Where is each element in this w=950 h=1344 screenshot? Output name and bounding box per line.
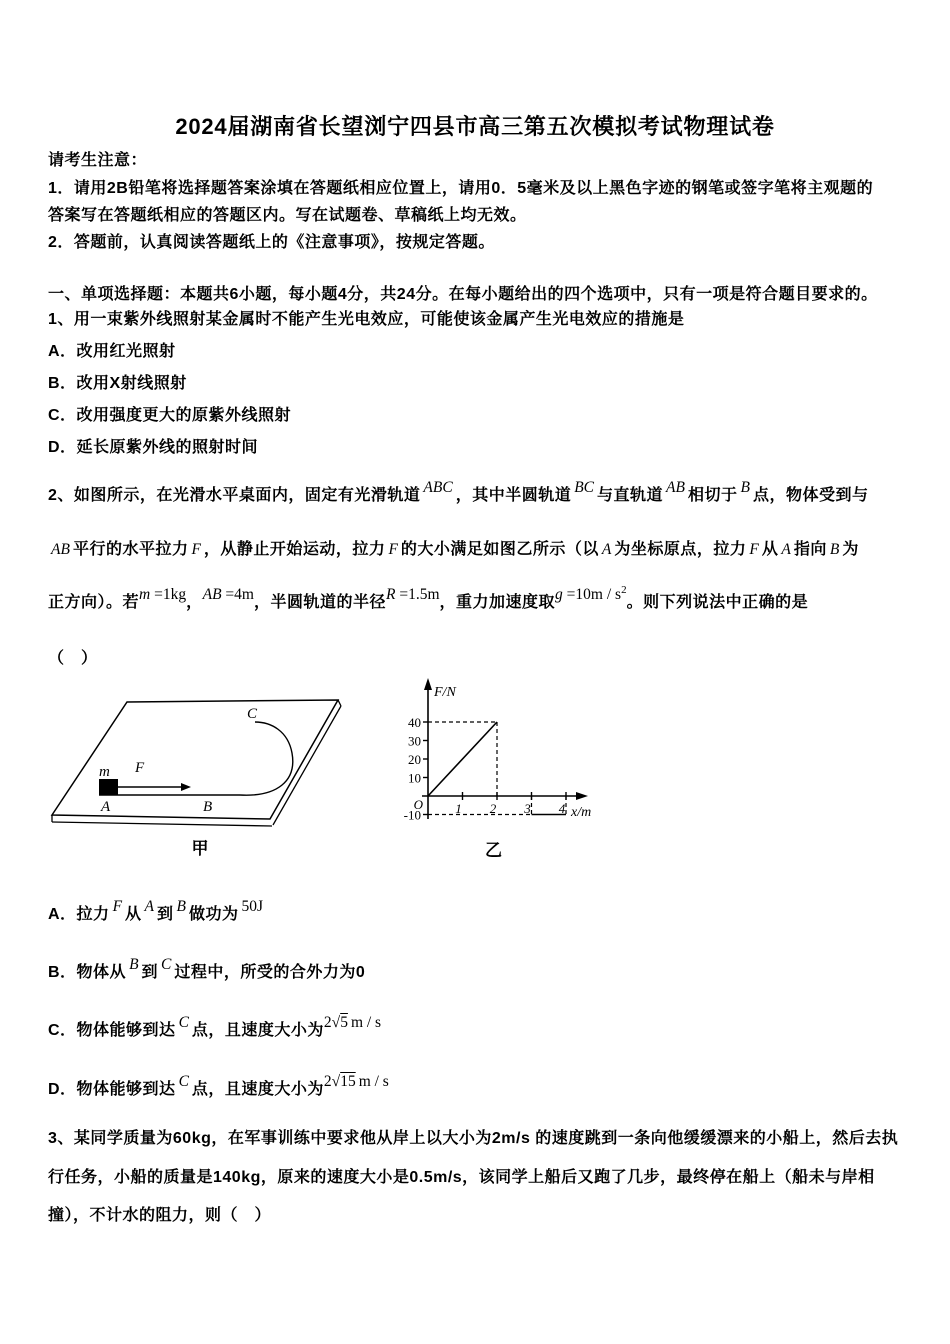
svg-text:30: 30 <box>408 733 421 749</box>
q3-stem-line1: 3、某同学质量为60kg，在军事训练中要求他从岸上以大小为2m/s 的速度跳到一条向他缓缓漂来的小船上，然后去执 <box>48 1130 899 1147</box>
svg-text:F/N: F/N <box>434 685 456 700</box>
q3-stem-line3: 撞），不计水的阻力，则（ ） <box>48 1207 272 1224</box>
svg-text:10: 10 <box>408 770 421 786</box>
svg-text:x/m: x/m <box>571 805 592 820</box>
track-BC-curve <box>240 722 293 795</box>
q2-option-b: B．物体从 B 到 C 过程中，所受的合外力为0 <box>48 956 366 981</box>
q3-stem-line2: 行任务，小船的质量是140kg，原来的速度大小是0.5m/s，该同学上船后又跑了几步，最终停在船上（船未与岸相 <box>48 1169 875 1186</box>
svg-text:4: 4 <box>558 801 566 816</box>
svg-text:1: 1 <box>455 801 462 816</box>
q1-stem: 1、用一束紫外线照射某金属时不能产生光电效应，可能使该金属产生光电效应的措施是 <box>48 311 685 328</box>
svg-text:3: 3 <box>524 801 531 816</box>
q1-option-c: C．改用强度更大的原紫外线照射 <box>48 407 292 424</box>
q1-option-b: B．改用X射线照射 <box>48 375 187 392</box>
notice-line-1-cont: 答案写在答题纸相应的答题区内。写在试题卷、草稿纸上均无效。 <box>48 207 527 224</box>
label-F: F <box>135 760 145 776</box>
exam-title: 2024届湖南省长望浏宁四县市高三第五次模拟考试物理试卷 <box>175 114 775 139</box>
notice-line-1: 1．请用2B铅笔将选择题答案涂填在答题纸相应位置上，请用0．5毫米及以上黑色字迹的钢笔或签字笔将主观题的 <box>48 180 874 197</box>
notice-heading: 请考生注意： <box>48 152 148 169</box>
block-m <box>99 779 118 795</box>
q1-option-d: D．延长原紫外线的照射时间 <box>48 439 259 456</box>
q1-option-a: A．改用红光照射 <box>48 343 176 360</box>
notice-line-2: 2．答题前，认真阅读答题纸上的《注意事项》，按规定答题。 <box>48 234 495 251</box>
svg-text:40: 40 <box>408 715 421 730</box>
svg-text:O: O <box>413 797 423 812</box>
label-B: B <box>203 799 213 815</box>
table-surface <box>52 700 338 819</box>
svg-text:-10: -10 <box>403 807 421 823</box>
figure-jia-caption: 甲 <box>191 839 209 858</box>
q2-option-a: A．拉力 F 从 A 到 B 做功为 50J <box>48 898 264 923</box>
q2-option-c: C．物体能够到达 C 点，且速度大小为2√5 m / s <box>48 1014 382 1039</box>
force-arrowhead <box>181 783 191 791</box>
q2-stem-line3: 正方向）。若m =1kg，AB =4m，半圆轨道的半径R =1.5m，重力加速度取$g =10m / s^2$。则下列说法中正确的是 <box>48 584 809 611</box>
section1-heading: 一、单项选择题：本题共6小题，每小题4分，共24分。在每小题给出的四个选项中，只有一项是符合题目要求的。 <box>48 286 878 303</box>
svg-text:20: 20 <box>408 752 421 767</box>
q2-answer-blank: （ ） <box>48 650 98 667</box>
figure-jia-table-diagram <box>35 693 365 833</box>
q2-option-d: D．物体能够到达 C 点，且速度大小为2√15 m / s <box>48 1073 389 1098</box>
label-C: C <box>247 706 258 722</box>
figure-yi-force-graph <box>376 666 611 838</box>
q2-stem-line1: 2、如图所示，在光滑水平桌面内，固定有光滑轨道 ABC ，其中半圆轨道 BC 与直轨道 AB 相切于 B 点，物体受到与 <box>48 479 869 504</box>
q2-stem-line2: AB 平行的水平拉力 F ，从静止开始运动，拉力 F 的大小满足如图乙所示（以 A 为坐标原点，拉力 F 从 A 指向 B 为 <box>51 541 859 558</box>
label-A: A <box>101 799 111 815</box>
svg-text:2: 2 <box>489 801 497 816</box>
label-m: m <box>99 764 110 780</box>
figure-yi-caption: 乙 <box>485 841 502 860</box>
